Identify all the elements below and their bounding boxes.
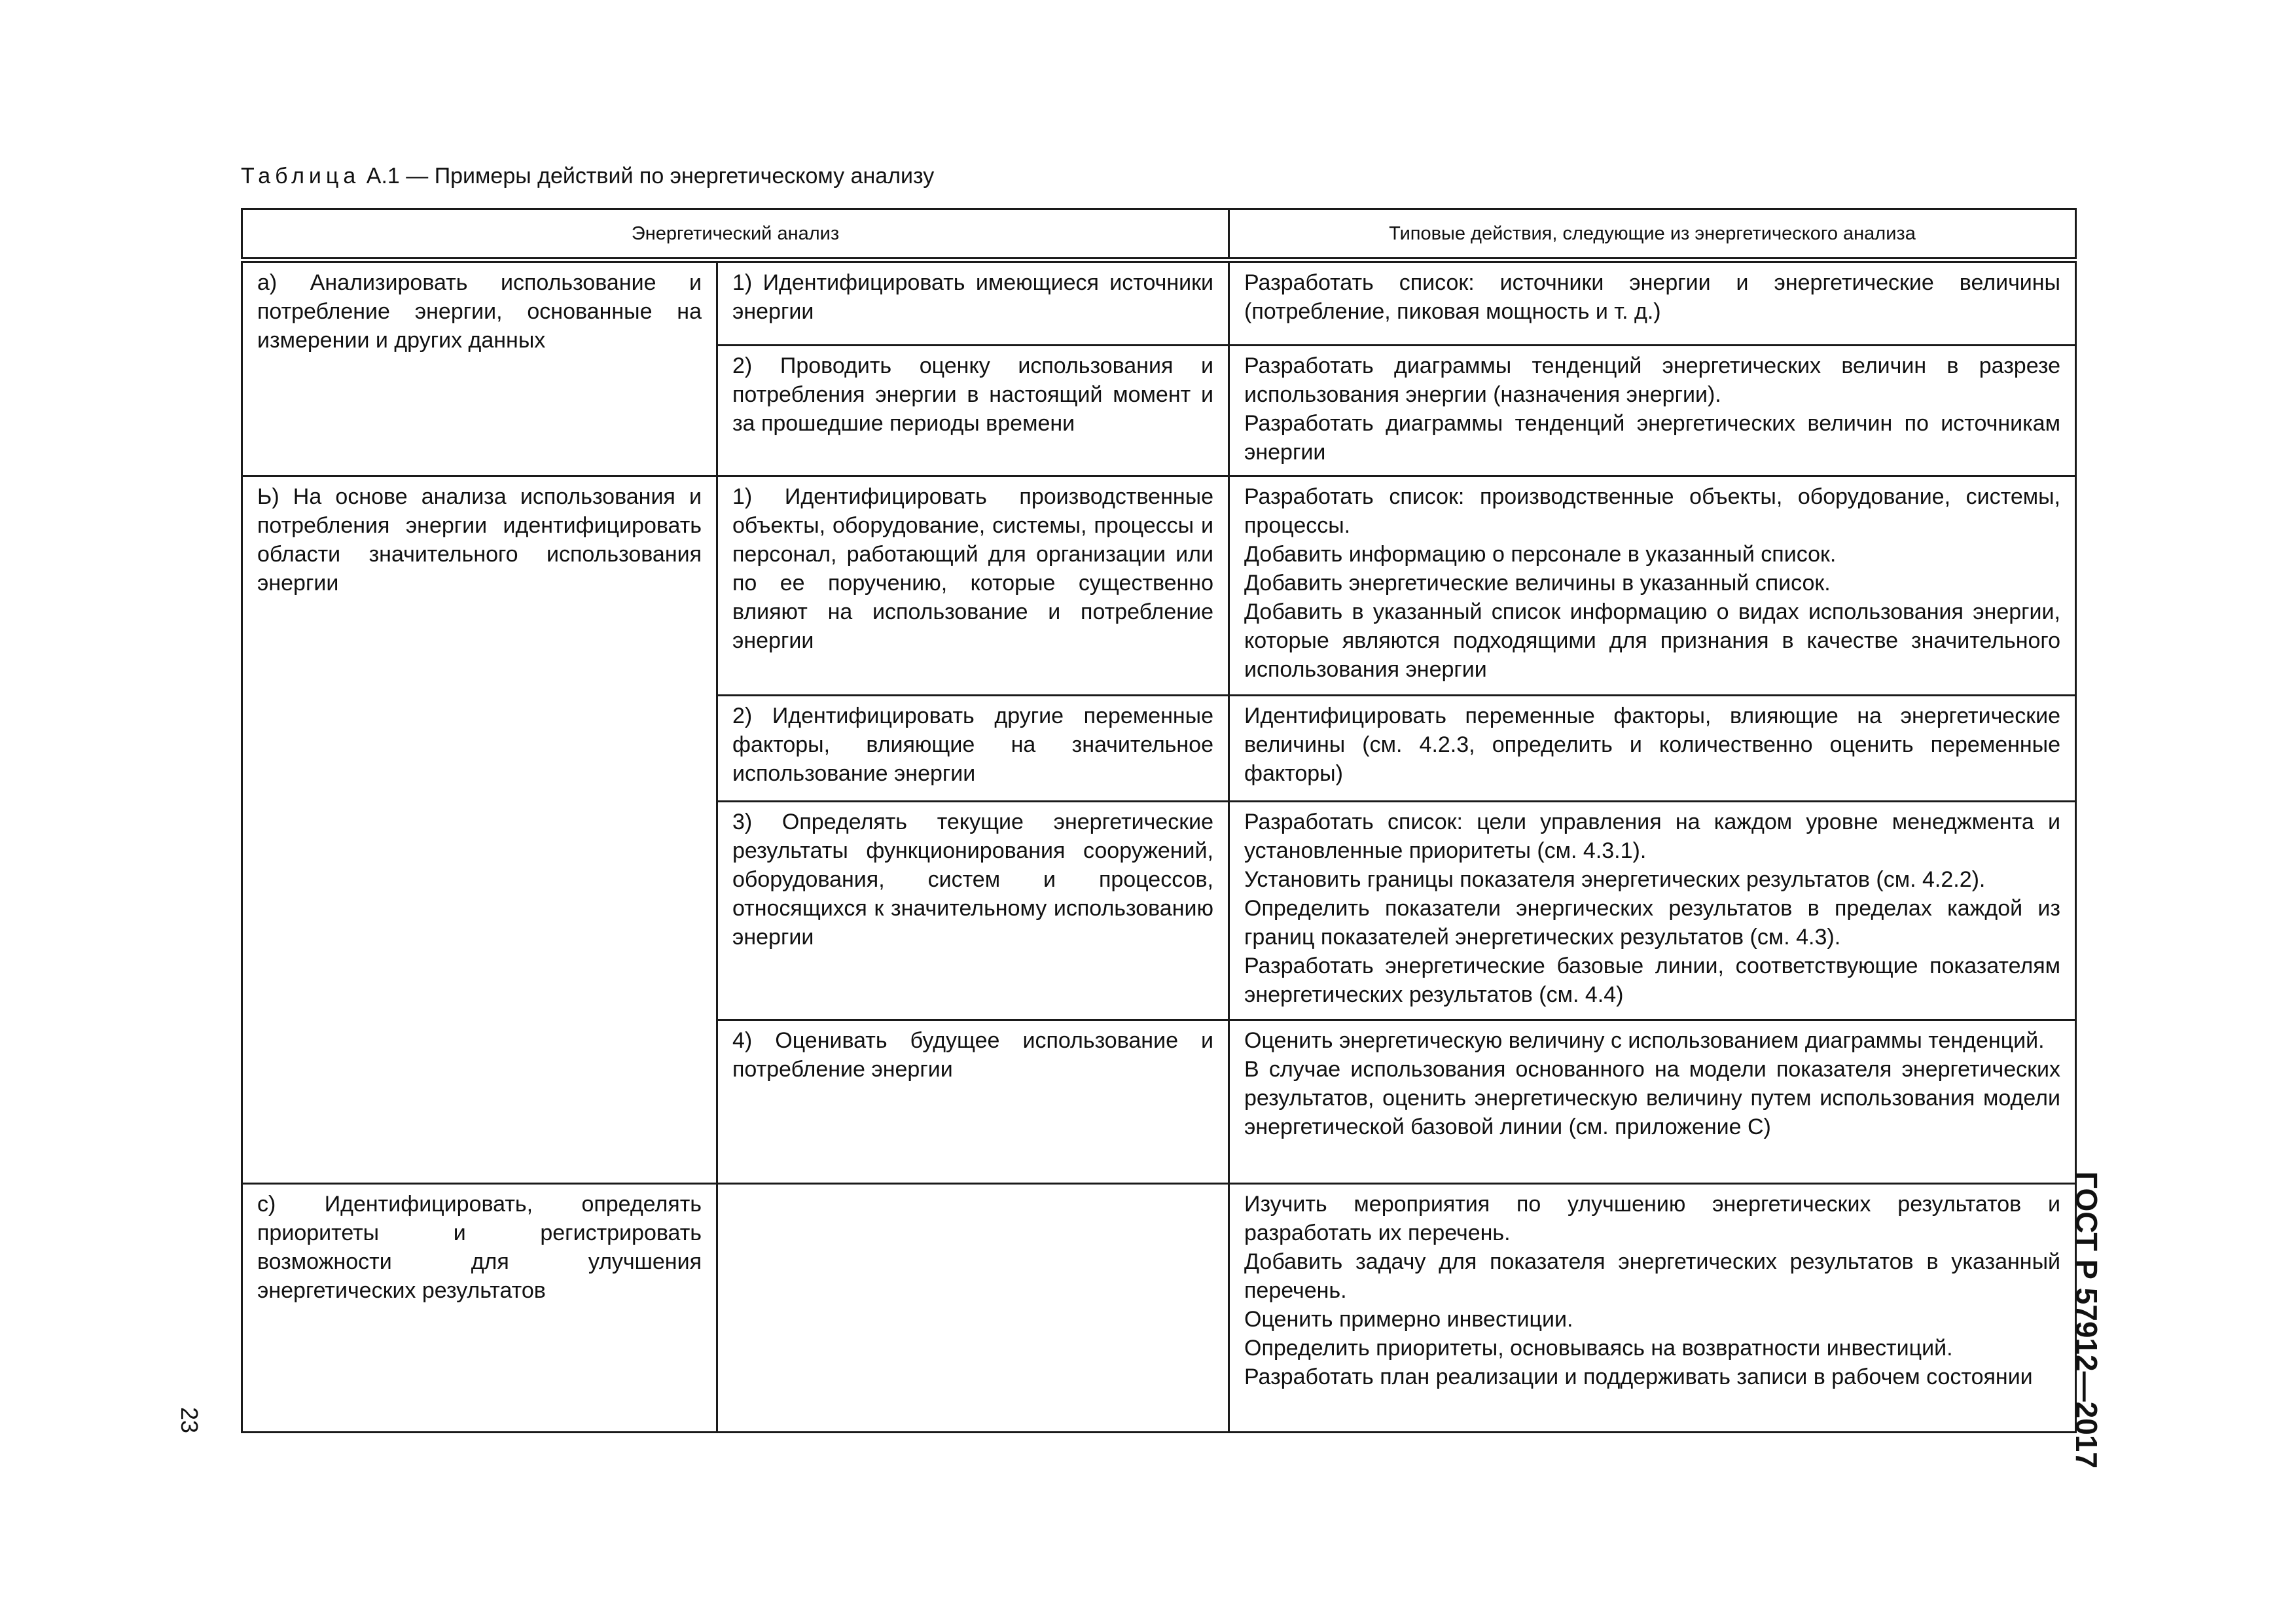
step-cell: 2) Проводить оценку использования и потребления энергии в настоящий момент и за прошедшие периоды времени: [717, 346, 1229, 476]
actions-cell: [1229, 802, 2076, 1020]
action-item: Добавить энергетические величины в указанный список.: [1244, 571, 1831, 596]
energy-analysis-table: [241, 208, 2077, 1433]
document-code: ГОСТ Р 57912—2017: [2070, 1171, 2104, 1469]
action-item: Добавить в указанный список информацию о видах использования энергии, которые являются подходящими для признания в качестве значительного использования энергии: [1244, 599, 2060, 682]
step-cell: 1) Идентифицировать производственные объекты, оборудование, системы, процессы и персонал, работающий для организации или по ее поручению, которые существенно влияют на использование и потребление энергии: [717, 476, 1229, 696]
category-cell: с) Идентифицировать, определять приоритеты и регистрировать возможности для улучшения энергетических результатов: [242, 1184, 717, 1433]
table-row: [242, 260, 2076, 346]
action-item: Разработать диаграммы тенденций энергетических величин по источникам энергии: [1244, 411, 2060, 465]
action-item: Добавить информацию о персонале в указанный список.: [1244, 542, 1837, 567]
action-item: Идентифицировать переменные факторы, влияющие на энергетические величины (см. 4.2.3, определить и количественно оценить переменные факторы): [1244, 704, 2060, 786]
action-item: Разработать диаграммы тенденций энергетических величин в разрезе использования энергии (назначения энергии).: [1244, 353, 2060, 407]
action-item: Добавить задачу для показателя энергетических результатов в указанный перечень.: [1244, 1249, 2060, 1303]
table-caption: [241, 164, 934, 189]
actions-cell: [1229, 476, 2076, 696]
actions-cell: [1229, 346, 2076, 476]
header-typical-actions: Типовые действия, следующие из энергетического анализа: [1229, 209, 2076, 260]
action-item: Разработать список: источники энергии и энергетические величины (потребление, пиковая мощность и т. д.): [1244, 270, 2060, 324]
step-cell: 1) Идентифицировать имеющиеся источники энергии: [717, 260, 1229, 346]
action-item: Оценить примерно инвестиции.: [1244, 1307, 1573, 1332]
category-cell: а) Анализировать использование и потребление энергии, основанные на измерении и других данных: [242, 260, 717, 476]
category-cell: Ь) На основе анализа использования и потребления энергии идентифицировать области значительного использования энергии: [242, 476, 717, 1184]
caption-label: Таблица: [241, 164, 361, 188]
step-cell: 2) Идентифицировать другие переменные факторы, влияющие на значительное использование энергии: [717, 696, 1229, 802]
action-item: Оценить энергетическую величину с использованием диаграммы тенденций.: [1244, 1028, 2045, 1053]
action-item: В случае использования основанного на модели показателя энергетических результатов, оценить энергетическую величину путем использования модели энергетической базовой линии (см. приложение С): [1244, 1057, 2060, 1139]
actions-cell: [1229, 696, 2076, 802]
actions-cell: [1229, 1184, 2076, 1433]
actions-cell: [1229, 1020, 2076, 1184]
caption-text: А.1 — Примеры действий по энергетическому анализу: [366, 164, 935, 188]
action-item: Изучить мероприятия по улучшению энергетических результатов и разработать их перечень.: [1244, 1192, 2060, 1245]
action-item: Определить приоритеты, основываясь на возвратности инвестиций.: [1244, 1336, 1953, 1361]
step-cell: [717, 1184, 1229, 1433]
header-energy-analysis: Энергетический анализ: [242, 209, 1229, 260]
table-header-row: [242, 209, 2076, 260]
table-row: [242, 1184, 2076, 1433]
action-item: Разработать список: производственные объекты, оборудование, системы, процессы.: [1244, 484, 2060, 538]
step-cell: 4) Оценивать будущее использование и потребление энергии: [717, 1020, 1229, 1184]
actions-cell: [1229, 260, 2076, 346]
action-item: Разработать список: цели управления на каждом уровне менеджмента и установленные приоритеты (см. 4.3.1).: [1244, 810, 2060, 863]
action-item: Определить показатели энергических результатов в пределах каждой из границ показателей энергетических результатов (см. 4.3).: [1244, 896, 2060, 950]
action-item: Установить границы показателя энергетических результатов (см. 4.2.2).: [1244, 867, 1986, 892]
table-row: [242, 476, 2076, 696]
page-number: 23: [176, 1407, 203, 1434]
action-item: Разработать план реализации и поддерживать записи в рабочем состоянии: [1244, 1364, 2033, 1389]
action-item: Разработать энергетические базовые линии, соответствующие показателям энергетических результатов (см. 4.4): [1244, 954, 2060, 1007]
step-cell: 3) Определять текущие энергетические результаты функционирования сооружений, оборудования, систем и процессов, относящихся к значительному использованию энергии: [717, 802, 1229, 1020]
